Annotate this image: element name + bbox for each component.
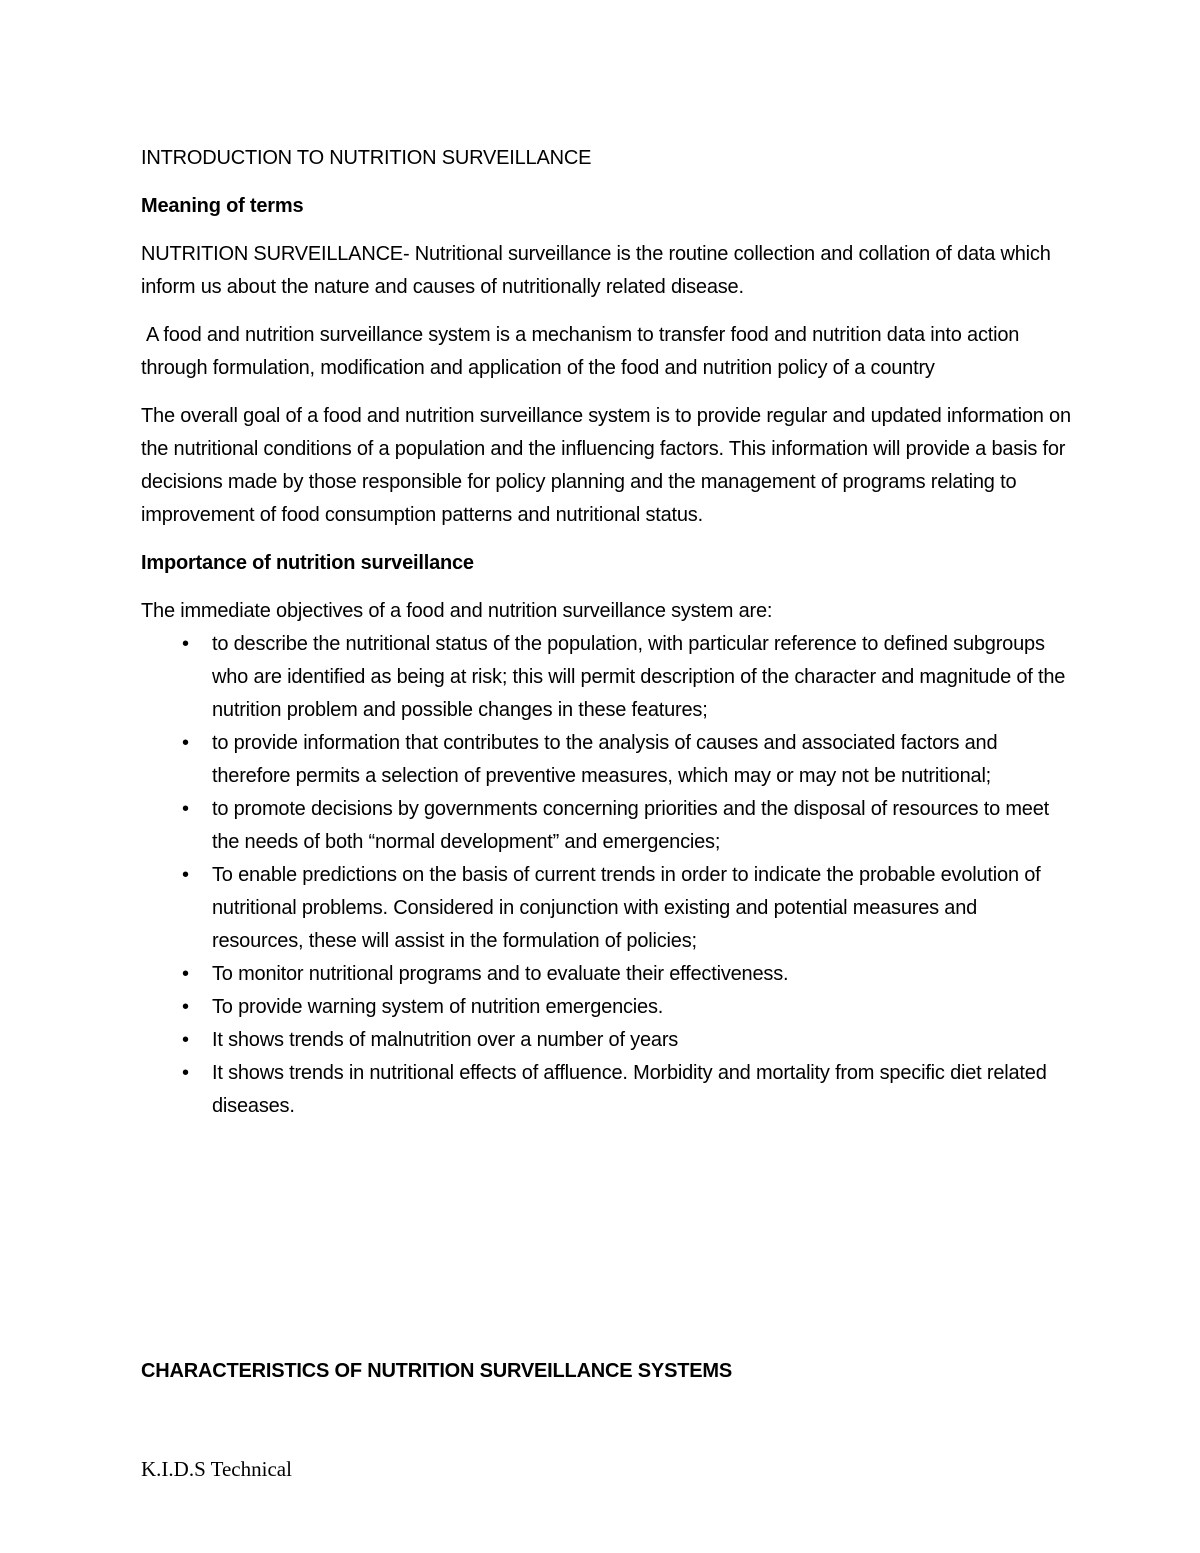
objective-item: • to provide information that contributes to the analysis of causes and associated factors and therefore permits a selection of preventive measures, which may or may not be nutritional; xyxy=(212,727,1071,793)
definition-paragraph: NUTRITION SURVEILLANCE- Nutritional surveillance is the routine collection and collation of data which inform us about the nature and causes of nutritionally related disease. xyxy=(141,243,1051,298)
document-title: INTRODUCTION TO NUTRITION SURVEILLANCE xyxy=(141,147,592,169)
objective-item: • To monitor nutritional programs and to evaluate their effectiveness. xyxy=(212,958,1071,991)
objective-item: • to promote decisions by governments concerning priorities and the disposal of resources to meet the needs of both “normal development” and emergencies; xyxy=(212,793,1071,859)
importance-heading: Importance of nutrition surveillance xyxy=(141,552,474,574)
objectives-intro: The immediate objectives of a food and nutrition surveillance system are: xyxy=(141,600,773,622)
objective-item: • It shows trends in nutritional effects of affluence. Morbidity and mortality from specific diet related diseases. xyxy=(212,1057,1071,1123)
objective-item: • It shows trends of malnutrition over a number of years xyxy=(212,1024,1071,1057)
system-paragraph: A food and nutrition surveillance system is a mechanism to transfer food and nutrition data into action through formulation, modification and application of the food and nutrition policy of a country xyxy=(141,324,1020,379)
objective-item: • To provide warning system of nutrition emergencies. xyxy=(212,991,1071,1024)
document-body xyxy=(141,142,1071,1123)
characteristics-heading: CHARACTERISTICS OF NUTRITION SURVEILLANCE SYSTEMS xyxy=(141,1360,732,1382)
objectives-list xyxy=(141,628,1071,1123)
objective-item: • To enable predictions on the basis of current trends in order to indicate the probable evolution of nutritional problems. Considered in conjunction with existing and potential measures and resources, these will assist in the formulation of policies; xyxy=(212,859,1071,958)
meaning-heading: Meaning of terms xyxy=(141,195,304,217)
goal-paragraph: The overall goal of a food and nutrition surveillance system is to provide regular and updated information on the nutritional conditions of a population and the influencing factors. This information will provide a basis for decisions made by those responsible for policy planning and the management of programs relating to improvement of food consumption patterns and nutritional status. xyxy=(141,405,1071,526)
objective-item: • to describe the nutritional status of the population, with particular reference to defined subgroups who are identified as being at risk; this will permit description of the character and magnitude of the nutrition problem and possible changes in these features; xyxy=(212,628,1071,727)
page-footer: K.I.D.S Technical xyxy=(141,1457,292,1481)
